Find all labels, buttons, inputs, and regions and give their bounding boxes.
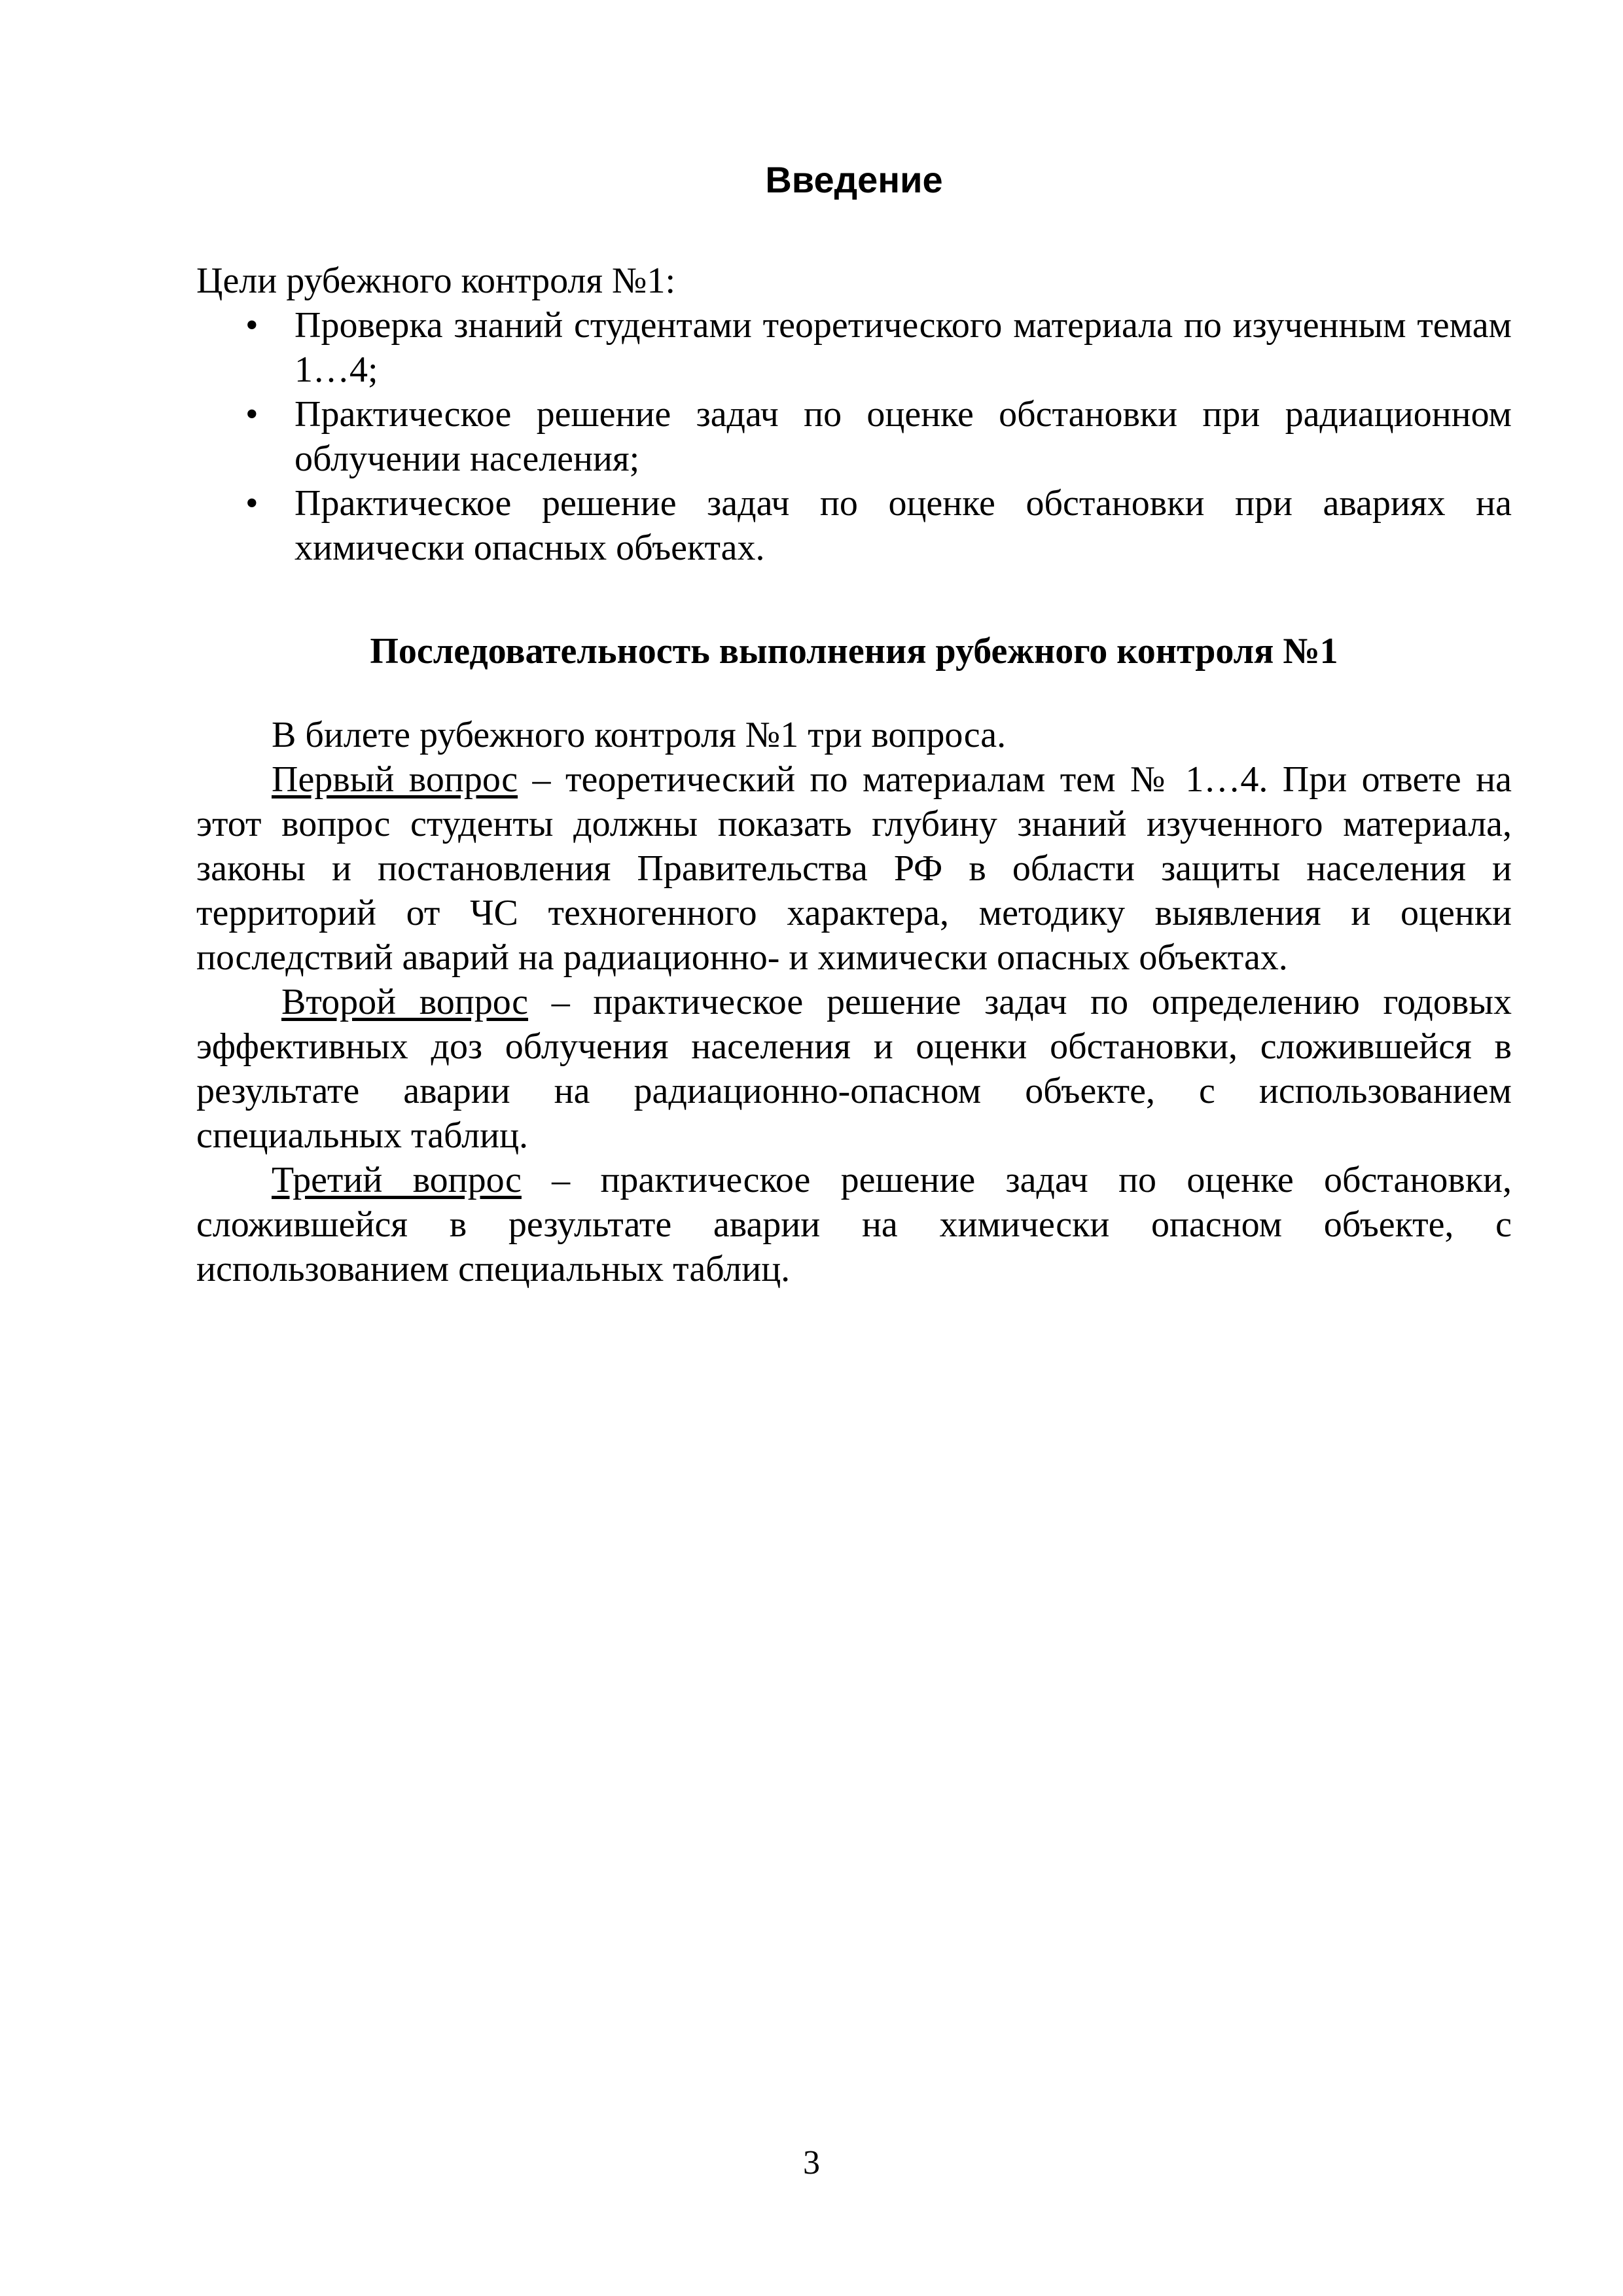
question-3-text: – практическое решение задач по оценке обстановки, сложившейся в результате аварии на химически опасном объекте, с использованием специальных таблиц.	[196, 1160, 1512, 1289]
list-item	[196, 303, 1512, 392]
sequence-section	[196, 713, 1512, 1291]
bullet-icon: •	[245, 305, 259, 346]
question-2-paragraph	[196, 980, 1512, 1158]
goals-intro: Цели рубежного контроля №1:	[196, 260, 676, 301]
page-title: Введение	[765, 159, 943, 200]
section-title: Последовательность выполнения рубежного контроля №1	[370, 631, 1338, 672]
goals-section	[196, 259, 1512, 570]
question-3-paragraph	[196, 1158, 1512, 1291]
question-3-label: Третий вопрос	[272, 1160, 522, 1200]
goals-list	[196, 303, 1512, 570]
goal-text: Практическое решение задач по оценке обстановки при авариях на химически опасных объектах.	[294, 483, 1512, 568]
list-item	[196, 481, 1512, 570]
page-number: 3	[803, 2144, 820, 2181]
goal-text: Практическое решение задач по оценке обстановки при радиационном облучении населения;	[294, 394, 1512, 479]
bullet-icon: •	[245, 483, 259, 524]
document-page	[196, 154, 1512, 1291]
question-1-paragraph	[196, 757, 1512, 980]
question-2-text: – практическое решение задач по определению годовых эффективных доз облучения населения и оценки обстановки, сложившейся в результате аварии на радиационно-опасном объекте, с использованием специальных таблиц.	[196, 982, 1512, 1156]
question-1-label: Первый вопрос	[272, 759, 518, 800]
sequence-intro: В билете рубежного контроля №1 три вопроса.	[272, 715, 1007, 755]
bullet-icon: •	[245, 394, 259, 435]
question-1-text: – теоретический по материалам тем № 1…4. При ответе на этот вопрос студенты должны показать глубину знаний изученного материала, законы и постановления Правительства РФ в области защиты населения и территорий от ЧС техногенного характера, методику выявления и оценки последствий аварий на радиационно- и химически опасных объектах.	[196, 759, 1512, 978]
list-item	[196, 392, 1512, 481]
question-2-label: Второй вопрос	[281, 982, 529, 1022]
goal-text: Проверка знаний студентами теоретического материала по изученным темам 1…4;	[294, 305, 1512, 390]
